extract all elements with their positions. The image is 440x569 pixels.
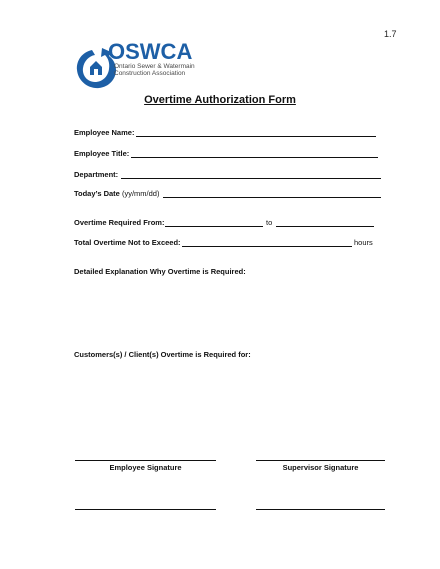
supervisor-signature-line[interactable] xyxy=(256,460,385,461)
explanation-label: Detailed Explanation Why Overtime is Required: xyxy=(74,267,246,276)
employee-signature-line[interactable] xyxy=(75,460,216,461)
supervisor-signature-date-line[interactable] xyxy=(256,509,385,510)
logo-subtitle-1: Ontario Sewer & Watermain xyxy=(114,63,195,70)
hours-label: hours xyxy=(354,238,373,247)
employee-title-label: Employee Title: xyxy=(74,149,130,158)
customers-label: Customers(s) / Client(s) Overtime is Required for: xyxy=(74,350,251,359)
logo-subtitle-2: Construction Association xyxy=(114,70,186,77)
todays-date-field[interactable] xyxy=(163,197,381,198)
overtime-from-label: Overtime Required From: xyxy=(74,218,165,227)
employee-signature-label: Employee Signature xyxy=(109,463,182,472)
employee-title-field[interactable] xyxy=(131,157,378,158)
customers-area[interactable] xyxy=(74,363,384,453)
explanation-area[interactable] xyxy=(74,280,384,340)
todays-date-label xyxy=(74,189,159,198)
todays-date-format: (yy/mm/dd) xyxy=(121,189,160,198)
logo-name: OSWCA xyxy=(108,39,193,64)
todays-date-text: Today’s Date xyxy=(74,189,120,198)
employee-name-label: Employee Name: xyxy=(74,128,135,137)
logo-text xyxy=(108,41,195,77)
total-overtime-label: Total Overtime Not to Exceed: xyxy=(74,238,181,247)
employee-signature-date-line[interactable] xyxy=(75,509,216,510)
supervisor-signature-label: Supervisor Signature xyxy=(282,463,359,472)
to-label: to xyxy=(266,218,273,227)
employee-name-field[interactable] xyxy=(136,136,376,137)
department-field[interactable] xyxy=(121,178,381,179)
page-number: 1.7 xyxy=(384,29,397,39)
overtime-to-field[interactable] xyxy=(276,226,374,227)
department-label: Department: xyxy=(74,170,119,179)
overtime-from-field[interactable] xyxy=(165,226,263,227)
total-overtime-field[interactable] xyxy=(182,246,352,247)
form-title: Overtime Authorization Form xyxy=(144,94,296,106)
